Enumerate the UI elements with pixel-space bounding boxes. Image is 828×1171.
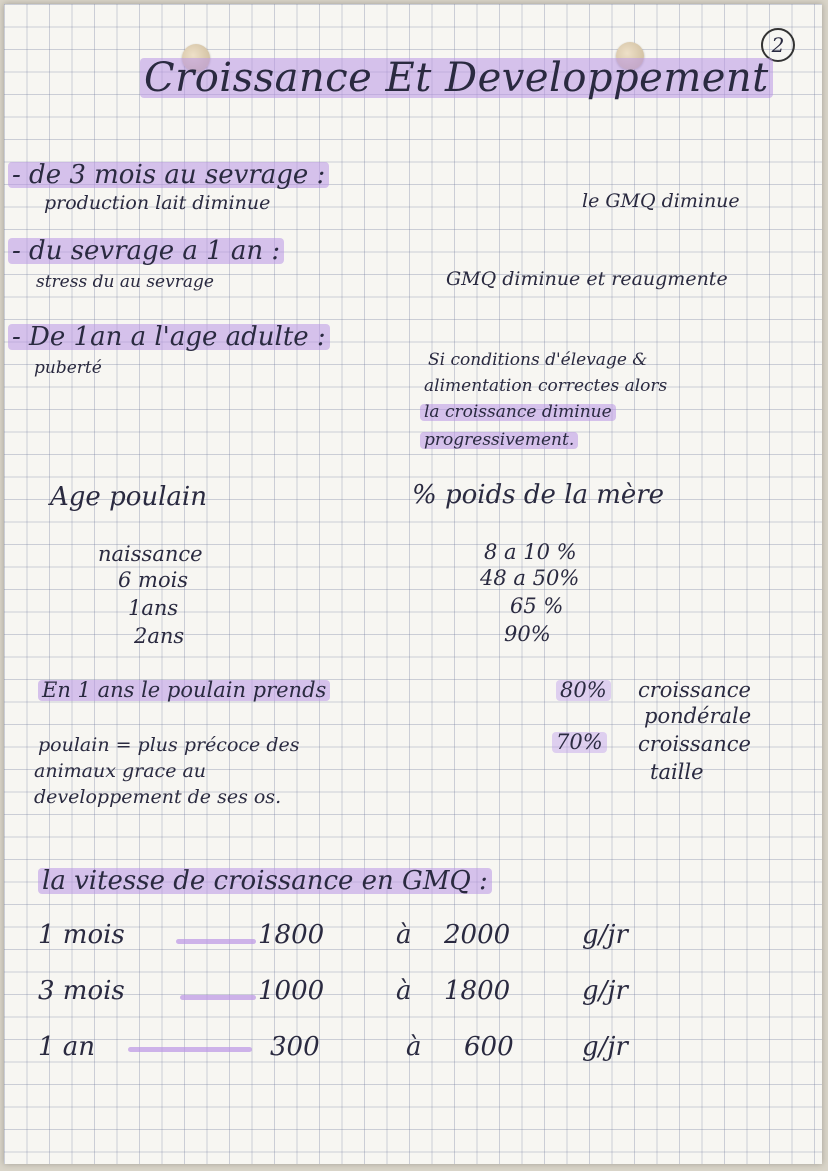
speed-row-from: 300	[270, 1032, 320, 1062]
table-col1-header: Age poulain	[50, 482, 207, 512]
section2-left: stress du au sevrage	[36, 272, 214, 292]
speed-heading: la vitesse de croissance en GMQ :	[38, 868, 492, 894]
notebook-page	[4, 4, 822, 1164]
summary-pct2: 70%	[552, 732, 607, 753]
section1-left: production lait diminue	[44, 192, 271, 214]
section3-right-line4: progressivement.	[420, 432, 578, 449]
section2-heading: - du sevrage a 1 an :	[8, 238, 284, 264]
summary-pct1: 80%	[556, 680, 611, 701]
speed-row-dash	[128, 1047, 252, 1052]
note-line1: poulain = plus précoce des	[38, 734, 300, 756]
speed-row-dash	[180, 995, 256, 1000]
speed-row-sep: à	[396, 920, 412, 950]
section3-heading: - De 1an a l'age adulte :	[8, 324, 330, 350]
speed-row-unit: g/jr	[582, 1032, 628, 1062]
table-col2-header: % poids de la mère	[412, 480, 665, 510]
section3-right-line2: alimentation correctes alors	[424, 376, 668, 396]
speed-row-age: 3 mois	[38, 976, 125, 1006]
table-row-age: 2ans	[134, 624, 185, 648]
speed-row-from: 1800	[258, 920, 325, 950]
page-title: Croissance Et Developpement	[140, 58, 773, 98]
summary-label1-line2: pondérale	[644, 704, 752, 728]
speed-row-age: 1 mois	[38, 920, 125, 950]
section1-right: le GMQ diminue	[582, 190, 740, 212]
note-line2: animaux grace au	[34, 760, 207, 782]
speed-row-from: 1000	[258, 976, 325, 1006]
section2-right: GMQ diminue et reaugmente	[446, 268, 728, 290]
speed-row-age: 1 an	[38, 1032, 96, 1062]
table-row-pct: 65 %	[510, 594, 564, 618]
table-row-age: 1ans	[128, 596, 179, 620]
speed-row-sep: à	[406, 1032, 422, 1062]
speed-row-to: 2000	[444, 920, 511, 950]
speed-row-to: 600	[464, 1032, 514, 1062]
page-number: 2	[761, 28, 795, 62]
section3-left: puberté	[34, 358, 102, 378]
speed-row-unit: g/jr	[582, 920, 628, 950]
speed-row-sep: à	[396, 976, 412, 1006]
section1-heading: - de 3 mois au sevrage :	[8, 162, 329, 188]
table-row-pct: 90%	[504, 622, 551, 646]
table-row-age: 6 mois	[118, 568, 189, 592]
table-row-age: naissance	[98, 542, 203, 566]
section3-right-line3: la croissance diminue	[420, 404, 616, 421]
speed-row-unit: g/jr	[582, 976, 628, 1006]
table-row-pct: 48 a 50%	[480, 566, 580, 590]
summary-label2-line1: croissance	[638, 732, 751, 756]
section3-right-line1: Si conditions d'élevage &	[428, 350, 648, 370]
note-line3: developpement de ses os.	[34, 786, 282, 808]
speed-row-to: 1800	[444, 976, 511, 1006]
summary-line: En 1 ans le poulain prends	[38, 680, 330, 701]
speed-row-dash	[176, 939, 256, 944]
table-row-pct: 8 a 10 %	[484, 540, 577, 564]
summary-label1-line1: croissance	[638, 678, 751, 702]
summary-label2-line2: taille	[650, 760, 704, 784]
